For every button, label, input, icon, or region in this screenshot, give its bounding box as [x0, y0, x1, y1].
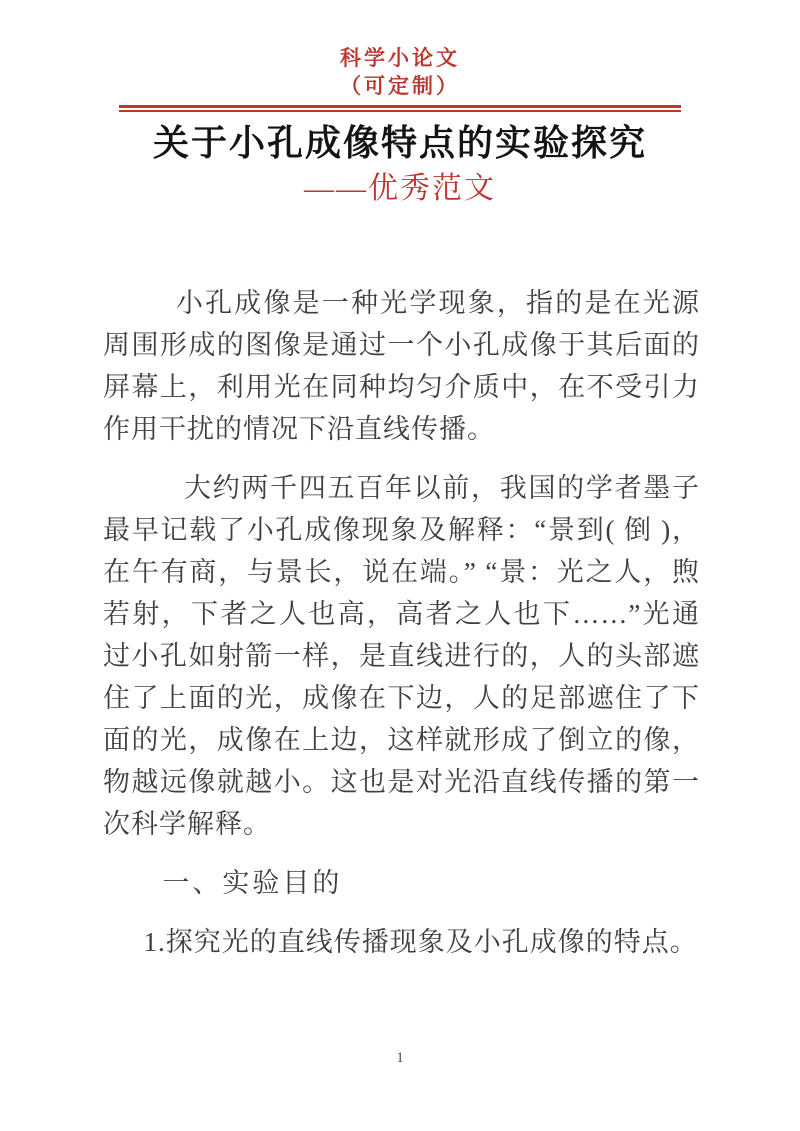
header-customizable-label: （可定制）: [340, 74, 460, 98]
body-paragraph-item-1: 1.探究光的直线传播现象及小孔成像的特点。: [143, 927, 698, 957]
page-subtitle: ——优秀范文: [304, 172, 496, 205]
section-heading-experiment-purpose: 一、实验目的: [162, 868, 343, 898]
body-paragraph-1: 小孔成像是一种光学现象，指的是在光源周围形成的图像是通过一个小孔成像于其后面的屏幕上，利用光在同种均匀介质中，在不受引力作用干扰的情况下沿直线传播。: [103, 288, 700, 444]
page-title: 关于小孔成像特点的实验探究: [152, 122, 647, 163]
header-double-rule: [119, 105, 681, 112]
document-body: [103, 282, 700, 963]
header-brand-label: 科学小论文: [340, 46, 460, 70]
document-header: [0, 0, 800, 100]
body-paragraph-2: 大约两千四五百年以前，我国的学者墨子最早记载了小孔成像现象及解释：“景到( 倒 )，在午有商，与景长，说在端。” “景：光之人，煦若射，下者之人也高，高者之人也下……”光通过小孔如射箭一样，是直线进行的，人的头部遮住了上面的光，成像在下边，人的足部遮住了下面的光，成像在上边，这样就形成了倒立的像，物越远像就越小。这也是对光沿直线传播的第一次科学解释。: [103, 473, 700, 839]
page-number: 1: [396, 1050, 404, 1066]
